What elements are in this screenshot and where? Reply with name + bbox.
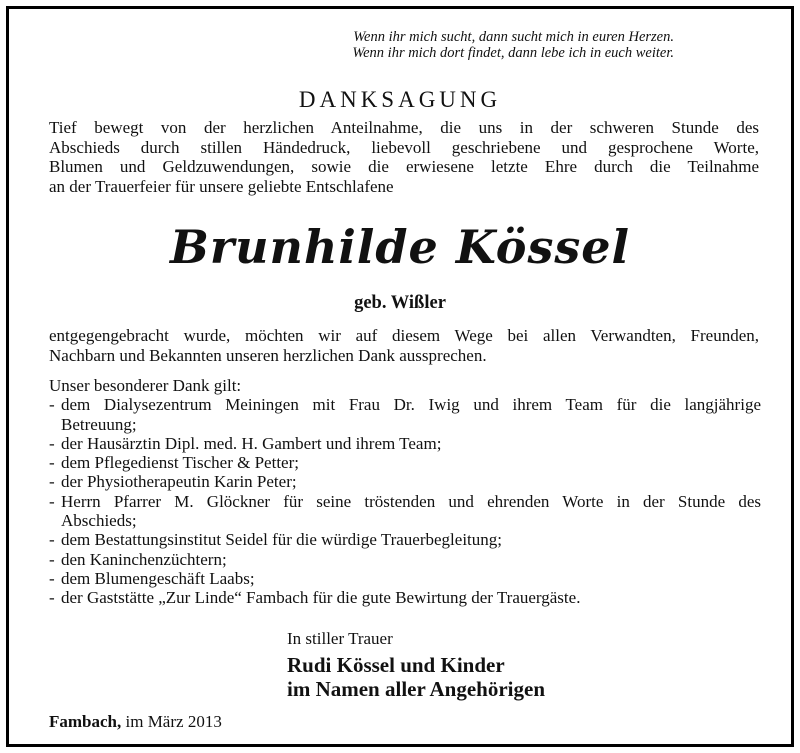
- intro-line: Abschieds durch stillen Händedruck, liebevoll geschriebene und gesprochene Worte,: [49, 137, 759, 157]
- special-thanks-intro: Unser besonderer Dank gilt:: [49, 376, 242, 395]
- thanks-item: [49, 530, 761, 549]
- bullet-dash: -: [49, 453, 55, 473]
- thanks-item-text: den Kaninchenzüchtern;: [61, 549, 227, 569]
- signer-line: Rudi Kössel und Kinder: [287, 653, 505, 677]
- intro-line: Tief bewegt von der herzlichen Anteilnahme, die uns in der schweren Stunde des: [49, 118, 759, 137]
- thanks-item: [49, 434, 761, 453]
- epigraph: [9, 29, 674, 61]
- bullet-dash: -: [49, 549, 55, 569]
- thanks-item-text: dem Pflegedienst Tischer & Petter;: [61, 453, 299, 473]
- thanks-item-text: der Gaststätte „Zur Linde“ Fambach für die gute Bewirtung der Trauergäste.: [61, 588, 581, 608]
- thanks-item: [49, 569, 761, 588]
- bullet-dash: -: [49, 491, 55, 511]
- epigraph-line: Wenn ihr mich sucht, dann sucht mich in euren Herzen.: [353, 29, 674, 45]
- thanks-item-text: dem Dialysezentrum Meiningen mit Frau Dr. Iwig und ihrem Team für die langjährige: [61, 395, 761, 415]
- special-thanks: [49, 376, 761, 608]
- bullet-dash: -: [49, 588, 55, 608]
- gratitude-paragraph: [49, 326, 759, 365]
- thanks-item: [49, 395, 761, 434]
- maiden-name: geb. Wißler: [354, 293, 446, 313]
- bullet-dash: -: [49, 433, 55, 453]
- place-and-date: [49, 712, 222, 732]
- thanks-item: [49, 492, 761, 531]
- thanks-item: [49, 453, 761, 472]
- gratitude-line: entgegengebracht wurde, möchten wir auf diesem Wege bei allen Verwandten, Freunden,: [49, 326, 759, 345]
- thanks-item-text: Herrn Pfarrer M. Glöckner für seine tröstenden und ehrenden Worte in der Stunde des: [61, 491, 761, 511]
- mourning-phrase: In stiller Trauer: [287, 629, 393, 648]
- bullet-dash: -: [49, 472, 55, 492]
- epigraph-line: Wenn ihr mich dort findet, dann lebe ich in euch weiter.: [352, 45, 674, 61]
- thanks-item-text: der Physiotherapeutin Karin Peter;: [61, 472, 297, 492]
- thanks-item-continuation: Abschieds;: [61, 511, 137, 531]
- signers: [287, 653, 545, 701]
- intro-line: an der Trauerfeier für unsere geliebte Entschlafene: [49, 176, 394, 196]
- intro-paragraph: [49, 118, 759, 196]
- date: im März 2013: [125, 712, 222, 731]
- thanks-item: [49, 472, 761, 491]
- gratitude-line: Nachbarn und Bekannten unseren herzlichen Dank aussprechen.: [49, 345, 487, 365]
- place: Fambach,: [49, 712, 122, 731]
- thanks-item-continuation: Betreuung;: [61, 414, 137, 434]
- thanks-item-text: dem Blumengeschäft Laabs;: [61, 568, 255, 588]
- thanks-item-text: dem Bestattungsinstitut Seidel für die würdige Trauerbegleitung;: [61, 530, 502, 550]
- deceased-name: Brunhilde Kössel: [169, 220, 631, 274]
- thanks-item: [49, 588, 761, 607]
- bullet-dash: -: [49, 530, 55, 550]
- signer-line: im Namen aller Angehörigen: [287, 677, 546, 701]
- heading: DANKSAGUNG: [298, 87, 502, 112]
- thanks-item: [49, 550, 761, 569]
- obituary-notice: [6, 6, 794, 747]
- thanks-item-text: der Hausärztin Dipl. med. H. Gambert und ihrem Team;: [61, 433, 442, 453]
- bullet-dash: -: [49, 395, 55, 415]
- bullet-dash: -: [49, 568, 55, 588]
- intro-line: Blumen und Geldzuwendungen, sowie die erwiesene letzte Ehre durch die Teilnahme: [49, 157, 759, 176]
